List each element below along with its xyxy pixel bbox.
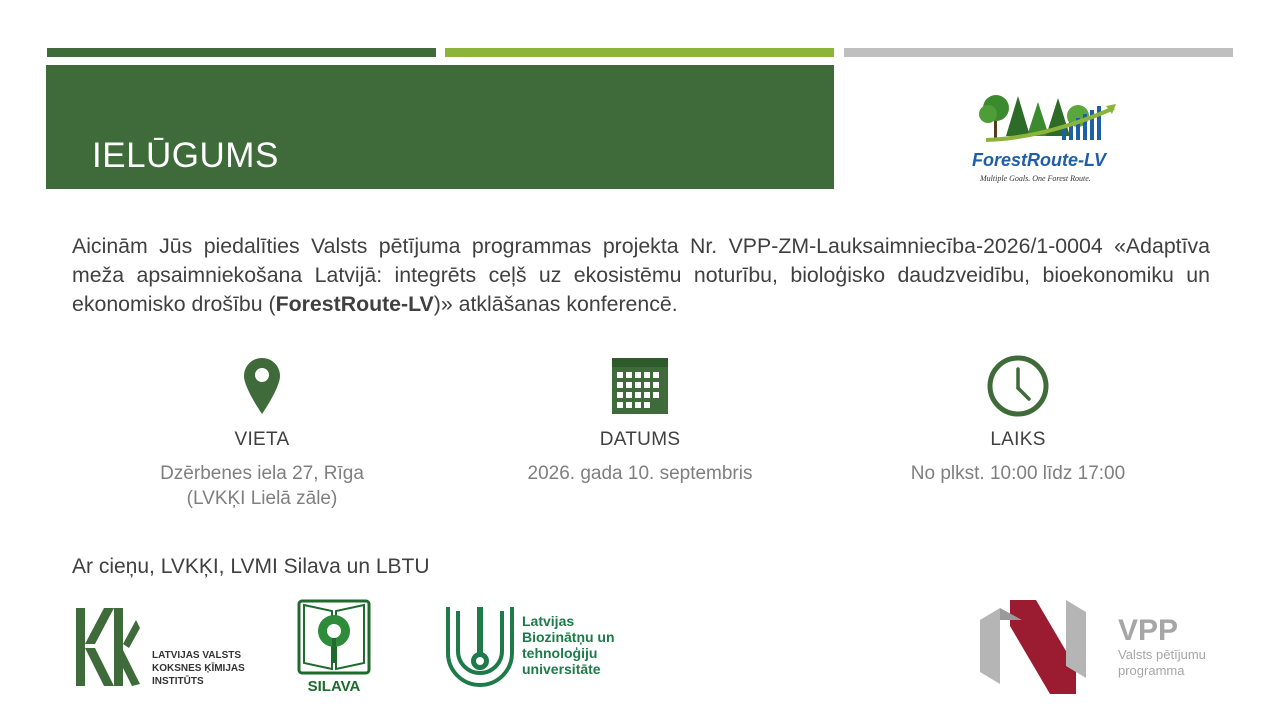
svg-text:KOKSNES ĶĪMIJAS: KOKSNES ĶĪMIJAS [152, 663, 245, 674]
place-label: VIETA [234, 429, 290, 450]
time-column [868, 355, 1168, 486]
regards-text: Ar cieņu, LVKĶI, LVMI Silava un LBTU [72, 555, 430, 578]
lvkki-logo [74, 606, 254, 688]
svg-text:Valsts pētījumu: Valsts pētījumu [1118, 647, 1206, 662]
svg-text:programma: programma [1118, 663, 1185, 678]
date-value: 2026. gada 10. septembris [527, 463, 753, 484]
lbtu-logo [442, 601, 632, 693]
project-acronym: ForestRoute-LV [275, 292, 434, 316]
calendar-icon [612, 358, 668, 414]
silava-logo [296, 599, 372, 695]
page-title: IELŪGUMS [92, 136, 279, 175]
vpp-logo [980, 598, 1220, 696]
time-label: LAIKS [990, 429, 1046, 450]
forestroute-logo [966, 88, 1126, 188]
accent-bar-grey [844, 48, 1233, 57]
svg-text:Biozinātņu un: Biozinātņu un [522, 629, 615, 645]
svg-text:tehnoloģiju: tehnoloģiju [522, 645, 598, 661]
svg-text:SILAVA: SILAVA [307, 678, 361, 695]
trees-icon [979, 95, 1116, 140]
svg-text:VPP: VPP [1118, 614, 1179, 647]
accent-bar-dark-green [47, 48, 436, 57]
accent-bar-lime [445, 48, 834, 57]
time-value: No plkst. 10:00 līdz 17:00 [910, 463, 1126, 484]
intro-text: Aicinām Jūs piedalīties Valsts pētījuma programmas projekta Nr. VPP-ZM-Lauksaimniecība-2026/1-0004 «Adaptīva meža apsaimniekošana Latvijā: integrēts ceļš uz ekosistēmu noturību, bioloģisko daudzveidību, bioekonomiku un ekonomisko drošību (ForestRoute-LV)» atklāšanas konferencē. [72, 234, 1210, 316]
clock-icon [987, 355, 1049, 417]
svg-text:ForestRoute-LV: ForestRoute-LV [972, 150, 1107, 170]
date-label: DATUMS [599, 429, 681, 450]
place-column [112, 355, 412, 511]
svg-text:LATVIJAS VALSTS: LATVIJAS VALSTS [152, 650, 242, 661]
svg-text:Multiple Goals. One Forest Rou: Multiple Goals. One Forest Route. [980, 174, 1091, 183]
map-pin-icon [244, 358, 280, 414]
svg-text:INSTITŪTS: INSTITŪTS [152, 676, 204, 687]
svg-text:Latvijas: Latvijas [522, 613, 575, 629]
svg-text:universitāte: universitāte [522, 661, 601, 677]
place-value: Dzērbenes iela 27, Rīga (LVKĶI Lielā zāle) [160, 463, 364, 509]
date-column [490, 355, 790, 486]
